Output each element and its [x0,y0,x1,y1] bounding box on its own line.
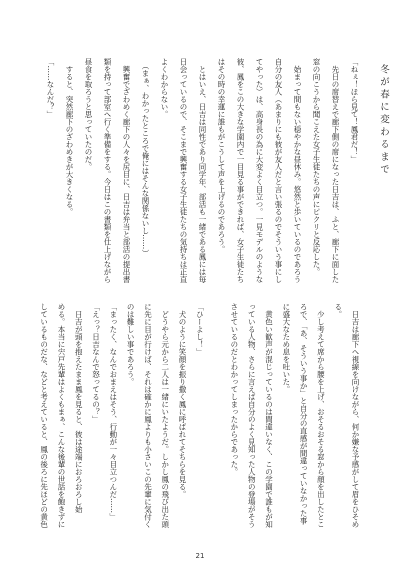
text-line: 「……なんだ？」 [46,58,55,118]
text-line: 自分の友人（あまりにも彼が友人だと言い張るのでそういう事にし [274,58,283,283]
text-line: とはいえ、日吉は同性であり同学年、部活も一緒である鳳には毎 [198,58,207,283]
text-line: る。 [333,303,343,318]
page-number: 21 [195,552,205,560]
text-line: 少し考えて席から腰を上げ、おそるおそる窓から顔を出したとこ [316,303,326,528]
text-line: 類を持って部室へ行く準備をする。今日はこの書類を仕上げながら [103,58,112,283]
text-line: 彼、鳳をこの大きな学園内で一目見る事ができれば、女子生徒たち [236,58,245,283]
scene-break-spacer [208,303,225,304]
text-line: 先日の席替えで廊下側の席になった日吉は、ふと、廊下に面した [331,58,340,283]
text-line: 昼食を取ろうと思っていたのだ。 [84,58,93,171]
text-line: ろで、「あ、そういう事か」と自分の直感が間違っていなかった事 [299,303,309,525]
text-line: よくわからない。 [160,58,169,118]
text-line: 「ひーよし！」 [195,303,205,356]
text-line: しているものだな、などと考えていると、鳳の後ろに先ほどの黄色 [39,303,49,528]
text-line: すると、突然廊下のざわめきが大きくなる。 [65,58,74,216]
text-line: （まぁ、わかったところで俺にはそんな関係ないし……） [141,58,150,257]
text-line: てやった）は、高身長の為に大変よく目立つ。一見モデルのような [255,58,264,283]
text-line: に盛大なため息を吐いた。 [281,303,291,393]
text-line: はその時の幸運に誰もがこうして声を上げるのであろう。 [217,58,226,253]
text-line: 「ねぇ！ほら見て！鳳君だ！」 [350,58,359,163]
text-line: 窓の向こうから聞こえた女子生徒たちの声にピクリと反応した。 [312,58,321,276]
text-line: 日吉は廊下へ視線を向けながら、何か嫌な予感がして眉をひそめ [351,303,360,528]
text-line: っている人物、さらに言えば自分のよく見知った人物の登場がそう [247,303,257,528]
text-line: 日吉が頭を抱えたまま鳳を見ると、彼は途端におろおろし始 [74,303,84,513]
text-line: 黄色い歓声が混じっているのは間違いなく、この学園で誰もが知 [264,303,274,528]
text-line: に先に目が行けば、それは確かに鳳よりも小さいこの先輩に気付く [143,303,153,528]
text-line: 「まったく、なんでおまえはそう、行動が一々目立つんだ……」 [108,303,118,521]
text-line: 始まって間もない穏やかな昼休み。悠然と歩いているのであろう [293,58,302,283]
text-line: 興奮でざわめく廊下の人々を尻目に、日吉は弁当と部活の提出書 [122,58,131,283]
text-line: させているのだとわかってしまったからであった。 [229,303,239,476]
text-line: 「えっ？日吉なんで怒ってるの？」 [91,303,101,423]
text-line: 日会っているので、そこまで興奮する女子生徒たちの気持ちは正直 [179,58,188,283]
text-line: どうやら元から二人は一緒にいたようだ。しかし鳳の飛び出た頭 [160,303,170,528]
text-line: のは難しい事であろう。 [126,303,136,386]
text-line: 犬のように笑顔を振り撒く鳳に呼ばれてそちらを見る。 [178,303,188,498]
lower-text-block [34,303,364,543]
upper-text-block [41,58,364,286]
chapter-title: 冬が春に変わるまで [378,64,389,177]
text-line: める。本当に宍戸先輩はよくもまぁ、こんな後輩の世話を飽きずに [56,303,66,528]
